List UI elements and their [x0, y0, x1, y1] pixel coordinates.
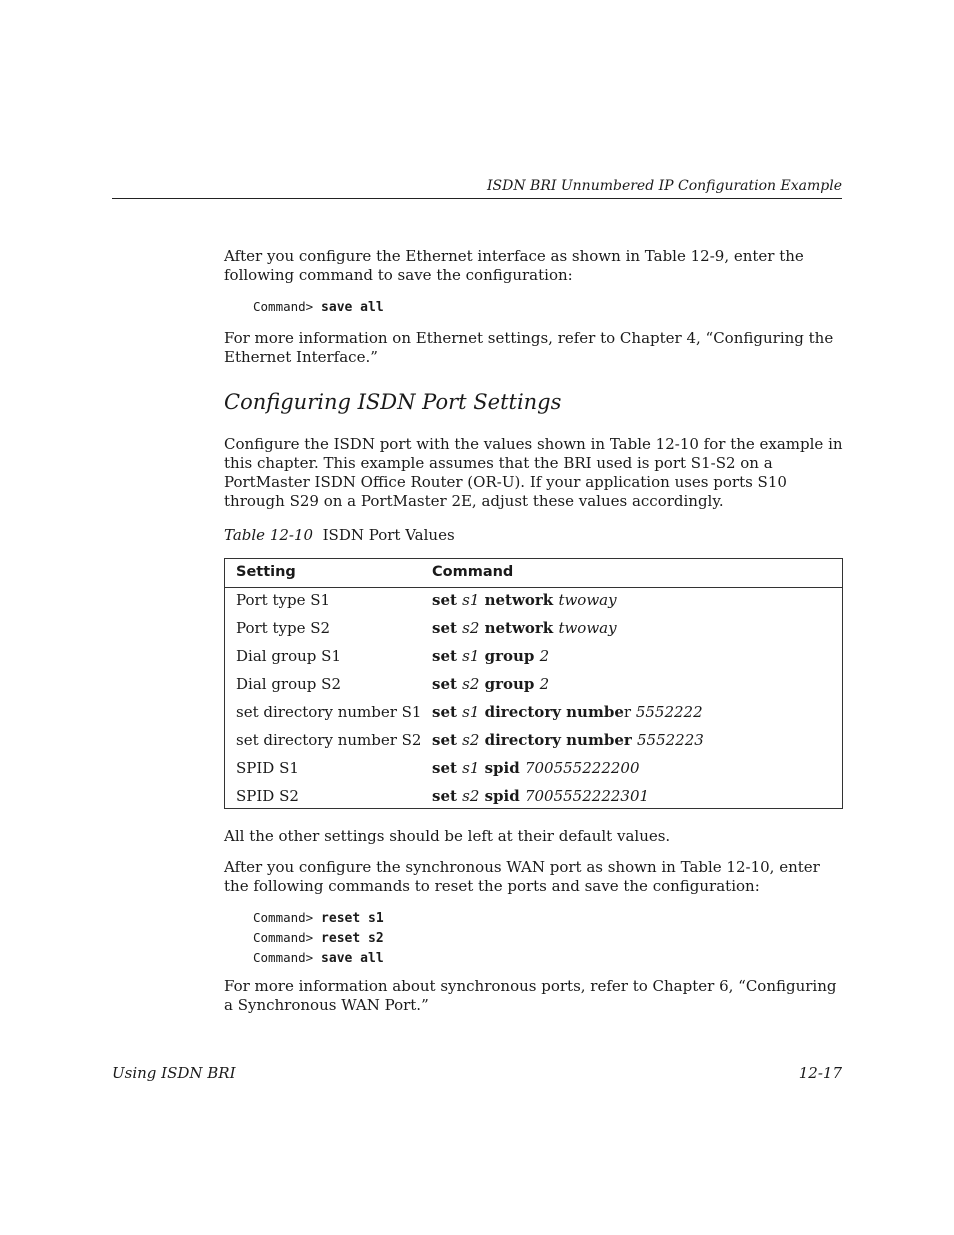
code-prompt: Command> — [253, 950, 314, 965]
command-segment: 7005552222301 — [524, 787, 650, 805]
table-row — [225, 647, 842, 675]
isdn-port-values-table — [224, 558, 843, 809]
table-header-command: Command — [432, 564, 514, 580]
code-command: save all — [321, 300, 384, 315]
code-prompt: Command> — [253, 299, 314, 314]
section-title: Configuring ISDN Port Settings — [224, 390, 562, 414]
table-caption-number: Table 12-10 — [224, 526, 314, 544]
command-segment: spid — [479, 787, 525, 805]
command-cell — [432, 731, 704, 749]
setting-cell: Port type S1 — [236, 591, 331, 609]
command-segment: spid — [479, 759, 525, 777]
table-row — [225, 731, 842, 759]
setting-cell: set directory number S1 — [236, 703, 422, 721]
command-cell — [432, 759, 640, 777]
table-row — [225, 591, 842, 619]
command-segment: directory numbe — [479, 703, 624, 721]
command-segment: set — [432, 759, 463, 777]
command-segment: set — [432, 703, 463, 721]
command-cell — [432, 591, 617, 609]
command-segment: s2 — [462, 731, 480, 749]
command-segment: s2 — [462, 675, 480, 693]
command-segment: twoway — [558, 619, 617, 637]
table-row — [225, 675, 842, 703]
footer-page-number: 12-17 — [798, 1064, 842, 1082]
table-row — [225, 619, 842, 647]
table-row — [225, 759, 842, 787]
command-segment: directory number — [479, 731, 637, 749]
reset-instructions-paragraph: After you configure the synchronous WAN port as shown in Table 12-10, enter the following commands to reset the ports and save the configuration: — [224, 858, 820, 895]
command-segment: r — [623, 703, 636, 721]
code-command: reset s1 — [321, 911, 384, 926]
command-segment: group — [479, 675, 540, 693]
intro-paragraph: After you configure the Ethernet interface as shown in Table 12-9, enter the following command to save the configuration: — [224, 247, 804, 284]
code-prompt: Command> — [253, 910, 314, 925]
setting-cell: Dial group S2 — [236, 675, 341, 693]
defaults-paragraph: All the other settings should be left at their default values. — [224, 827, 671, 845]
command-segment: s2 — [462, 619, 480, 637]
command-segment: set — [432, 731, 463, 749]
command-segment: set — [432, 787, 463, 805]
code-line — [253, 297, 384, 317]
setting-cell: Dial group S1 — [236, 647, 341, 665]
code-line — [253, 908, 384, 928]
command-segment: 2 — [539, 675, 550, 693]
table-caption — [224, 526, 455, 544]
footer-book-title: Using ISDN BRI — [112, 1064, 236, 1082]
command-segment: set — [432, 647, 463, 665]
command-segment: s1 — [462, 591, 480, 609]
code-line — [253, 928, 384, 948]
command-segment: s1 — [462, 647, 480, 665]
setting-cell: set directory number S2 — [236, 731, 422, 749]
section-paragraph: Configure the ISDN port with the values shown in Table 12-10 for the example in this chapter. This example assumes that the BRI used is port S1-S2 on a PortMaster ISDN Office Router (OR-U). If your application uses ports S10 through S29 on a PortMaster 2E, adjust these values accordingly. — [224, 435, 843, 510]
command-segment: set — [432, 591, 463, 609]
header-rule — [112, 198, 842, 199]
table-caption-title: ISDN Port Values — [322, 526, 455, 544]
command-segment: 5552222 — [635, 703, 703, 721]
command-segment: twoway — [558, 591, 617, 609]
table-header-setting: Setting — [236, 564, 296, 580]
setting-cell: SPID S2 — [236, 787, 299, 805]
command-cell — [432, 703, 703, 721]
table-header-rule — [225, 587, 842, 588]
code-block-reset — [253, 908, 384, 968]
command-segment: set — [432, 619, 463, 637]
table-row — [225, 787, 842, 815]
code-block-intro — [253, 297, 384, 317]
command-cell — [432, 619, 617, 637]
code-line — [253, 948, 384, 968]
command-cell — [432, 647, 549, 665]
command-segment: group — [479, 647, 540, 665]
table-row — [225, 703, 842, 731]
command-segment: s2 — [462, 787, 480, 805]
command-segment: network — [479, 591, 559, 609]
command-segment: 5552223 — [637, 731, 704, 749]
command-segment: 2 — [539, 647, 550, 665]
setting-cell: Port type S2 — [236, 619, 331, 637]
command-segment: network — [479, 619, 559, 637]
code-command: reset s2 — [321, 931, 384, 946]
command-segment: set — [432, 675, 463, 693]
setting-cell: SPID S1 — [236, 759, 299, 777]
code-command: save all — [321, 951, 384, 966]
running-header: ISDN BRI Unnumbered IP Configuration Example — [487, 178, 842, 194]
command-segment: s1 — [462, 703, 480, 721]
command-segment: 700555222200 — [524, 759, 640, 777]
code-prompt: Command> — [253, 930, 314, 945]
command-cell — [432, 787, 649, 805]
command-cell — [432, 675, 549, 693]
ethernet-info-paragraph: For more information on Ethernet settings, refer to Chapter 4, “Configuring the Ethernet Interface.” — [224, 329, 834, 366]
command-segment: s1 — [462, 759, 480, 777]
sync-info-paragraph: For more information about synchronous ports, refer to Chapter 6, “Configuring a Synchronous WAN Port.” — [224, 977, 837, 1014]
